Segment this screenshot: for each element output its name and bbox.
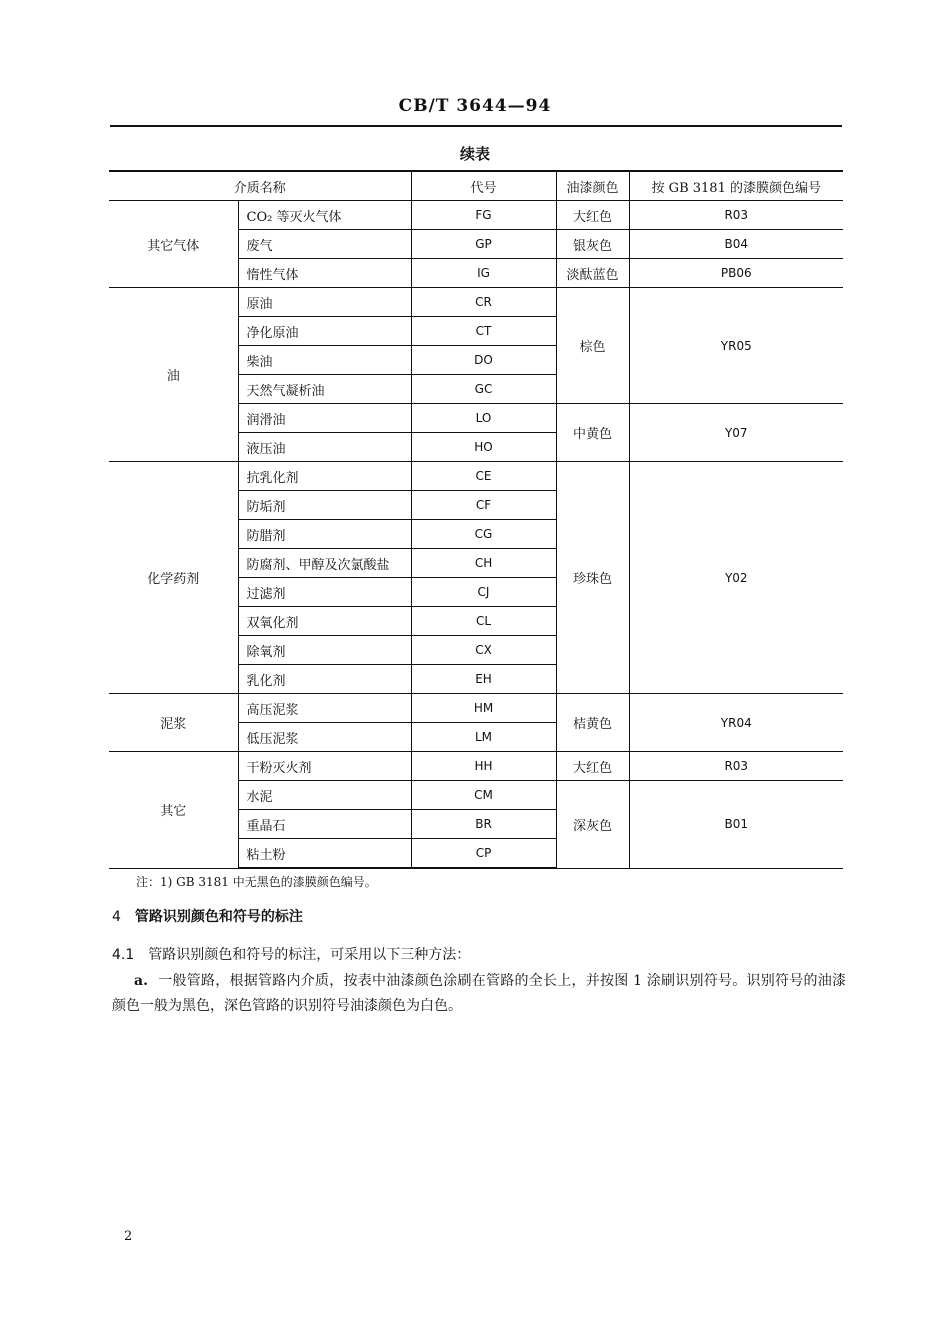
code-cell: HO: [411, 433, 556, 462]
code-cell: DO: [411, 346, 556, 375]
table-row: [109, 201, 843, 230]
header-paint-color: 油漆颜色: [556, 171, 629, 201]
gb-code-cell: Y07: [629, 404, 843, 462]
medium-name-cell: 润滑油: [238, 404, 411, 433]
header-code: 代号: [411, 171, 556, 201]
medium-name-cell: 过滤剂: [238, 578, 411, 607]
header-medium-name: 介质名称: [109, 171, 411, 201]
paint-color-cell: 珍珠色: [556, 462, 629, 694]
table-caption: 续表: [459, 145, 490, 163]
item-label: a.: [134, 973, 148, 989]
paint-color-cell: 深灰色: [556, 781, 629, 869]
medium-name-cell: 除氧剂: [238, 636, 411, 665]
clause-4-1: [112, 944, 470, 964]
gb-code-cell: YR04: [629, 694, 843, 752]
code-cell: EH: [411, 665, 556, 694]
category-cell: 化学药剂: [109, 462, 238, 694]
category-cell: 泥浆: [109, 694, 238, 752]
gb-code-cell: B01: [629, 781, 843, 869]
code-cell: FG: [411, 201, 556, 230]
medium-name-cell: 防腐剂、甲醇及次氯酸盐: [238, 549, 411, 578]
gb-code-cell: R03: [629, 201, 843, 230]
medium-name-cell: 粘土粉: [238, 839, 411, 869]
code-cell: BR: [411, 810, 556, 839]
code-cell: IG: [411, 259, 556, 288]
paint-color-cell: 大红色: [556, 752, 629, 781]
code-cell: HH: [411, 752, 556, 781]
code-cell: GC: [411, 375, 556, 404]
page-number: 2: [124, 1229, 133, 1244]
table-row: [109, 462, 843, 491]
gb-code-cell: Y02: [629, 462, 843, 694]
code-cell: HM: [411, 694, 556, 723]
medium-name-cell: 防垢剂: [238, 491, 411, 520]
medium-name-cell: CO₂ 等灭火气体: [238, 201, 411, 230]
section-title: 管路识别颜色和符号的标注: [134, 909, 303, 925]
medium-name-cell: 原油: [238, 288, 411, 317]
table-note: 注：1) GB 3181 中无黑色的漆膜颜色编号。: [136, 875, 377, 889]
code-cell: CJ: [411, 578, 556, 607]
medium-name-cell: 双氧化剂: [238, 607, 411, 636]
section-number: 4: [112, 909, 121, 925]
code-cell: CE: [411, 462, 556, 491]
medium-name-cell: 水泥: [238, 781, 411, 810]
gb-code-cell: PB06: [629, 259, 843, 288]
paint-color-cell: 桔黄色: [556, 694, 629, 752]
code-cell: CM: [411, 781, 556, 810]
medium-name-cell: 天然气凝析油: [238, 375, 411, 404]
header-gb-code: 按 GB 3181 的漆膜颜色编号: [629, 171, 843, 201]
clause-text: 管路识别颜色和符号的标注，可采用以下三种方法：: [148, 947, 471, 963]
paint-color-cell: 中黄色: [556, 404, 629, 462]
item-a-paragraph: [112, 969, 846, 1019]
table-row: [109, 752, 843, 781]
paint-color-cell: 银灰色: [556, 230, 629, 259]
medium-name-cell: 抗乳化剂: [238, 462, 411, 491]
code-cell: LO: [411, 404, 556, 433]
medium-name-cell: 惰性气体: [238, 259, 411, 288]
table-row: [109, 694, 843, 723]
code-cell: CF: [411, 491, 556, 520]
code-cell: CL: [411, 607, 556, 636]
medium-name-cell: 重晶石: [238, 810, 411, 839]
medium-name-cell: 乳化剂: [238, 665, 411, 694]
code-cell: CT: [411, 317, 556, 346]
paint-color-cell: 大红色: [556, 201, 629, 230]
medium-name-cell: 柴油: [238, 346, 411, 375]
category-cell: 油: [109, 288, 238, 462]
code-cell: GP: [411, 230, 556, 259]
paint-color-cell: 淡酞蓝色: [556, 259, 629, 288]
medium-name-cell: 低压泥浆: [238, 723, 411, 752]
code-cell: CP: [411, 839, 556, 869]
medium-name-cell: 防腊剂: [238, 520, 411, 549]
medium-name-cell: 废气: [238, 230, 411, 259]
gb-code-cell: R03: [629, 752, 843, 781]
table-header-row: [109, 171, 843, 201]
code-cell: CR: [411, 288, 556, 317]
item-text: 一般管路，根据管路内介质，按表中油漆颜色涂刷在管路的全长上，并按图 1 涂刷识别符号。识别符号的油漆颜色一般为黑色，深色管路的识别符号油漆颜色为白色。: [112, 973, 846, 1014]
code-cell: CX: [411, 636, 556, 665]
category-cell: 其它: [109, 752, 238, 869]
code-cell: CG: [411, 520, 556, 549]
category-cell: 其它气体: [109, 201, 238, 288]
medium-color-table: [109, 170, 843, 869]
gb-code-cell: YR05: [629, 288, 843, 404]
table-row: [109, 288, 843, 317]
header-rule: [110, 125, 842, 127]
code-cell: CH: [411, 549, 556, 578]
medium-name-cell: 干粉灭火剂: [238, 752, 411, 781]
gb-code-cell: B04: [629, 230, 843, 259]
paint-color-cell: 棕色: [556, 288, 629, 404]
medium-name-cell: 液压油: [238, 433, 411, 462]
code-cell: LM: [411, 723, 556, 752]
medium-name-cell: 净化原油: [238, 317, 411, 346]
page-header: CB/T 3644—94: [398, 96, 552, 116]
section-4-heading: [112, 906, 303, 926]
clause-number: 4.1: [112, 947, 135, 963]
medium-name-cell: 高压泥浆: [238, 694, 411, 723]
